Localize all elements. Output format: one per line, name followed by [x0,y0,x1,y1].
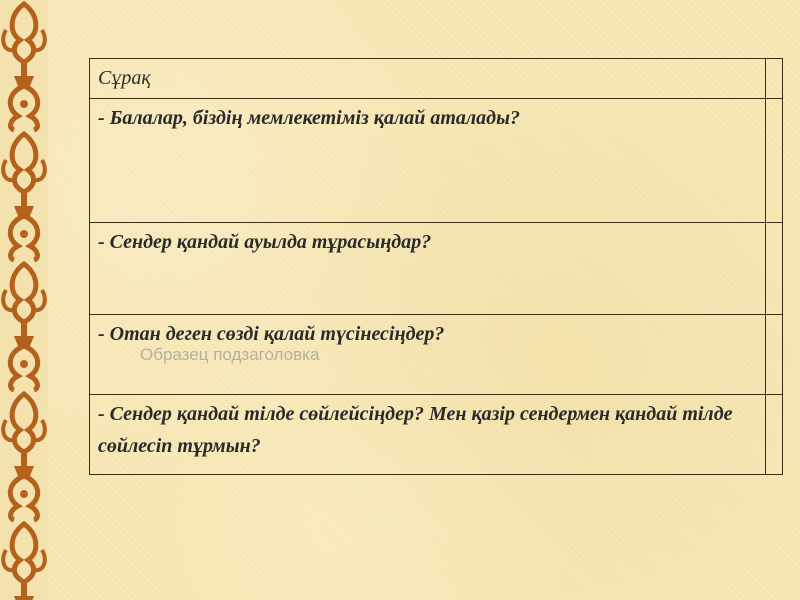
table-side-cell [766,223,783,315]
table-row [90,99,783,223]
ornament-icon [0,0,48,600]
question-cell: - Балалар, біздің мемлекетіміз қалай аталады? [90,99,766,223]
question-cell: - Отан деген сөзді қалай түсінесіңдер? [90,315,766,395]
table-row [90,223,783,315]
table-row [90,395,783,475]
table-header-cell: Сұрақ [90,59,766,99]
table-header-row [90,59,783,99]
table-side-cell [766,315,783,395]
table-side-cell [766,59,783,99]
question-cell: - Сендер қандай ауылда тұрасыңдар? [90,223,766,315]
table-side-cell [766,99,783,223]
question-cell: - Сендер қандай тілде сөйлейсіңдер? Мен қазір сендермен қандай тілде сөйлесіп тұрмын? [90,395,766,475]
ornament-border [0,0,48,600]
subtitle-placeholder[interactable]: Образец подзаголовка [140,345,320,364]
table-side-cell [766,395,783,475]
questions-table [89,58,783,475]
